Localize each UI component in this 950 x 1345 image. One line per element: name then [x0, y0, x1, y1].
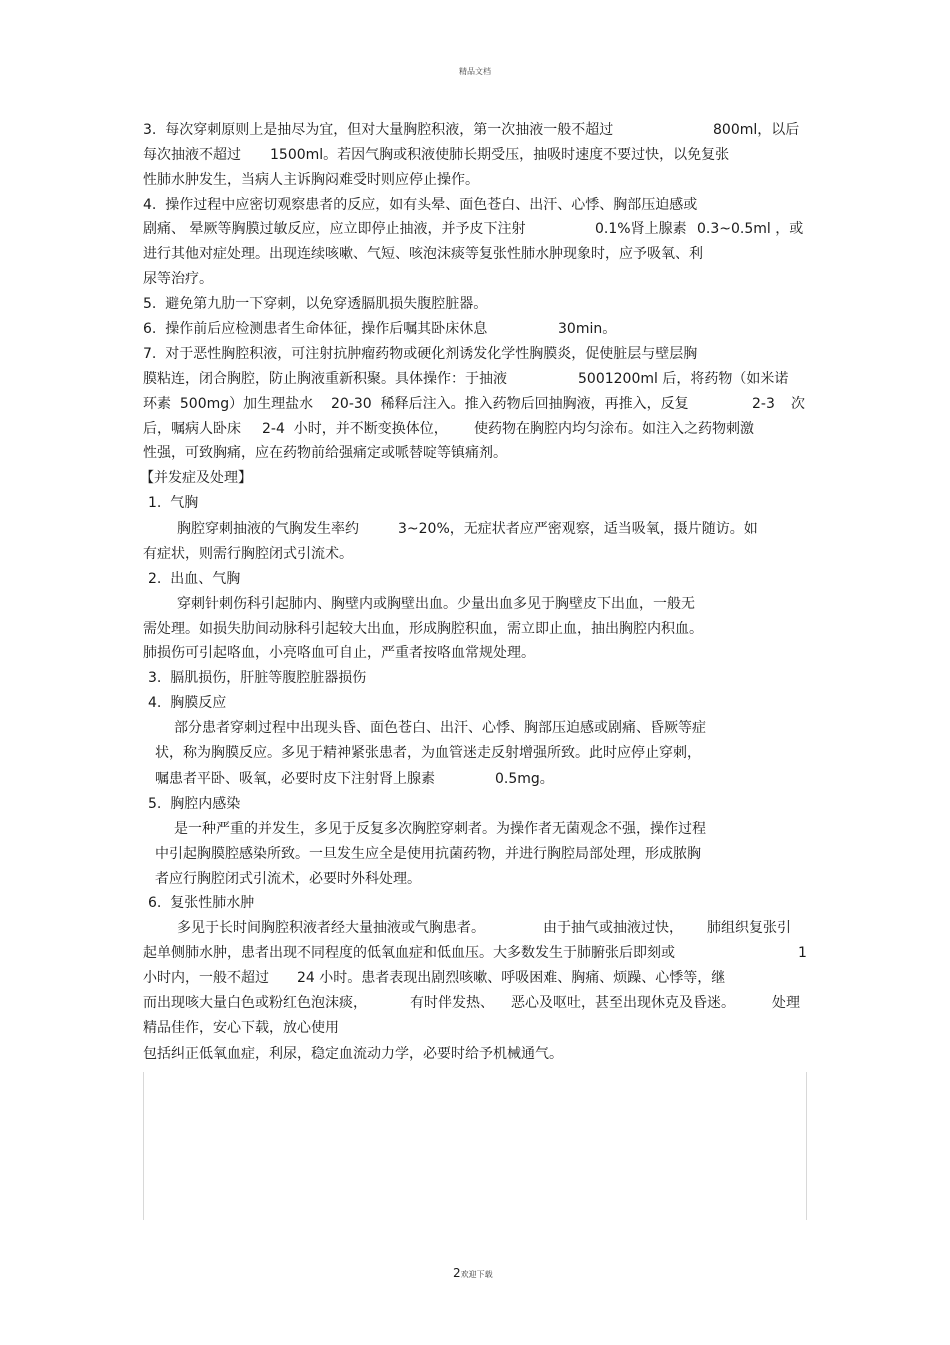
text-segment: 恶心及呕吐，甚至出现休克及昏迷。 — [511, 995, 735, 1011]
text-segment: 30min。 — [558, 321, 617, 337]
text-segment: 多见于长时间胸腔积液者经大量抽液或气胸患者。 — [177, 920, 485, 936]
text-segment: 进行其他对症处理。出现连续咳嗽、气短、咳泡沫痰等复张性肺水肿现象时，应予吸氧、利 — [143, 246, 703, 262]
text-segment: 3. 每次穿刺原则上是抽尽为宜，但对大量胸腔积液，第一次抽液一般不超过 — [143, 122, 614, 138]
text-segment: 4. 操作过程中应密切观察患者的反应，如有头晕、面色苍白、出汗、心悸、胸部压迫感或 — [143, 197, 698, 213]
text-segment: 性肺水肿发生，当病人主诉胸闷难受时则应停止操作。 — [143, 172, 479, 188]
text-segment: 需处理。如损失肋间动脉科引起较大出血，形成胸腔积血，需立即止血，抽出胸腔内积血。 — [143, 621, 703, 637]
text-segment: 4. 胸膜反应 — [148, 695, 227, 711]
text-segment: 0.3~0.5ml ，或 — [697, 221, 804, 237]
text-segment: 2-3 — [752, 396, 775, 412]
text-segment: 每次抽液不超过 — [143, 147, 241, 163]
text-segment: 胸腔穿刺抽液的气胸发生率约 — [177, 521, 359, 537]
text-segment: 穿刺针刺伤科引起肺内、胸壁内或胸壁出血。少量出血多见于胸壁皮下出血，一般无 — [177, 596, 695, 612]
text-segment: 膜粘连，闭合胸腔，防止胸液重新积聚。具体操作：于抽液 — [143, 371, 507, 387]
text-segment: 性强，可致胸痛，应在药物前给强痛定或哌替啶等镇痛剂。 — [143, 445, 507, 461]
text-segment: 部分患者穿刺过程中出现头昏、面色苍白、出汗、心悸、胸部压迫感或剧痛、昏厥等症 — [174, 720, 706, 736]
text-segment: 2. 出血、气胸 — [148, 571, 241, 587]
text-segment: 6. 操作前后应检测患者生命体征，操作后嘱其卧床休息 — [143, 321, 488, 337]
text-segment: 尿等治疗。 — [143, 271, 213, 287]
text-segment: 有时伴发热、 — [410, 995, 494, 1011]
text-segment: 嘱患者平卧、吸氧，必要时皮下注射肾上腺素 — [155, 771, 435, 787]
text-segment: 有症状，则需行胸腔闭式引流术。 — [143, 546, 353, 562]
text-line — [0, 1045, 563, 1081]
text-segment: 0.1%肾上腺素 — [595, 221, 687, 237]
text-segment: 精品佳作，安心下载，放心使用 — [143, 1020, 339, 1036]
text-segment: 使药物在胸腔内均匀涂布。如注入之药物刺激 — [474, 421, 754, 437]
text-segment: 由于抽气或抽液过快， — [543, 920, 683, 936]
text-segment: 是一种严重的并发生，多见于反复多次胸腔穿刺者。为操作者无菌观念不强，操作过程 — [174, 821, 706, 837]
text-segment: 1. 气胸 — [148, 495, 199, 511]
text-segment: 【并发症及处理】 — [140, 470, 252, 486]
text-segment: 2-4 小时，并不断变换体位， — [262, 421, 448, 437]
text-segment: 后，嘱病人卧床 — [143, 421, 241, 437]
text-segment: 次 — [791, 396, 805, 412]
text-segment: 5. 避免第九肋一下穿刺，以免穿透膈肌损失腹腔脏器。 — [143, 296, 488, 312]
text-segment: 小时内，一般不超过 — [143, 970, 269, 986]
box-border-left — [143, 1072, 144, 1220]
text-segment: 5001200ml 后，将药物（如米诺 — [578, 371, 789, 387]
footer-label: 欢迎下载 — [460, 1270, 493, 1279]
text-segment: 3. 膈肌损伤，肝脏等腹腔脏器损伤 — [148, 670, 367, 686]
box-border-right — [806, 1072, 807, 1220]
text-segment: 者应行胸腔闭式引流术，必要时外科处理。 — [155, 871, 421, 887]
text-segment: 24 小时。患者表现出剧烈咳嗽、呼吸困难、胸痛、烦躁、心悸等，继 — [297, 970, 726, 986]
text-segment: 状，称为胸膜反应。多见于精神紧张患者，为血管迷走反射增强所致。此时应停止穿刺， — [155, 745, 701, 761]
text-segment: 20-30 稀释后注入。推入药物后回抽胸液，再推入，反复 — [331, 396, 689, 412]
page-number: 2 — [453, 1266, 461, 1280]
text-segment: 1 — [798, 945, 807, 961]
text-segment: 7. 对于恶性胸腔积液，可注射抗肿瘤药物或硬化剂诱发化学性胸膜炎，促使脏层与壁层胸 — [143, 346, 698, 362]
text-segment: 剧痛、 晕厥等胸膜过敏反应，应立即停止抽液，并予皮下注射 — [143, 221, 526, 237]
text-segment: 环素 500mg）加生理盐水 — [143, 396, 314, 412]
page-footer — [453, 1262, 493, 1281]
text-segment: 而出现咳大量白色或粉红色泡沫痰， — [143, 995, 367, 1011]
text-segment: 处理 — [772, 995, 800, 1011]
text-segment: 肺组织复张引 — [707, 920, 791, 936]
text-segment: 起单侧肺水肿，患者出现不同程度的低氧血症和低血压。大多数发生于肺腑张后即刻或 — [143, 945, 675, 961]
text-segment: 5. 胸腔内感染 — [148, 796, 241, 812]
text-segment: 肺损伤可引起咯血，小亮咯血可自止，严重者按咯血常规处理。 — [143, 645, 535, 661]
text-segment: 3~20%，无症状者应严密观察，适当吸氧，摄片随访。如 — [398, 521, 758, 537]
text-segment: 包括纠正低氧血症，利尿，稳定血流动力学，必要时给予机械通气。 — [143, 1046, 563, 1062]
text-segment: 6. 复张性肺水肿 — [148, 895, 255, 911]
text-segment: 1500ml。若因气胸或积液使肺长期受压，抽吸时速度不要过快，以免复张 — [270, 147, 730, 163]
text-segment: 800ml，以后 — [713, 122, 800, 138]
page-header: 精品文档 — [459, 67, 491, 76]
text-segment: 0.5mg。 — [495, 771, 554, 787]
text-segment: 中引起胸膜腔感染所致。一旦发生应全是使用抗菌药物，并进行胸腔局部处理，形成脓胸 — [155, 846, 701, 862]
